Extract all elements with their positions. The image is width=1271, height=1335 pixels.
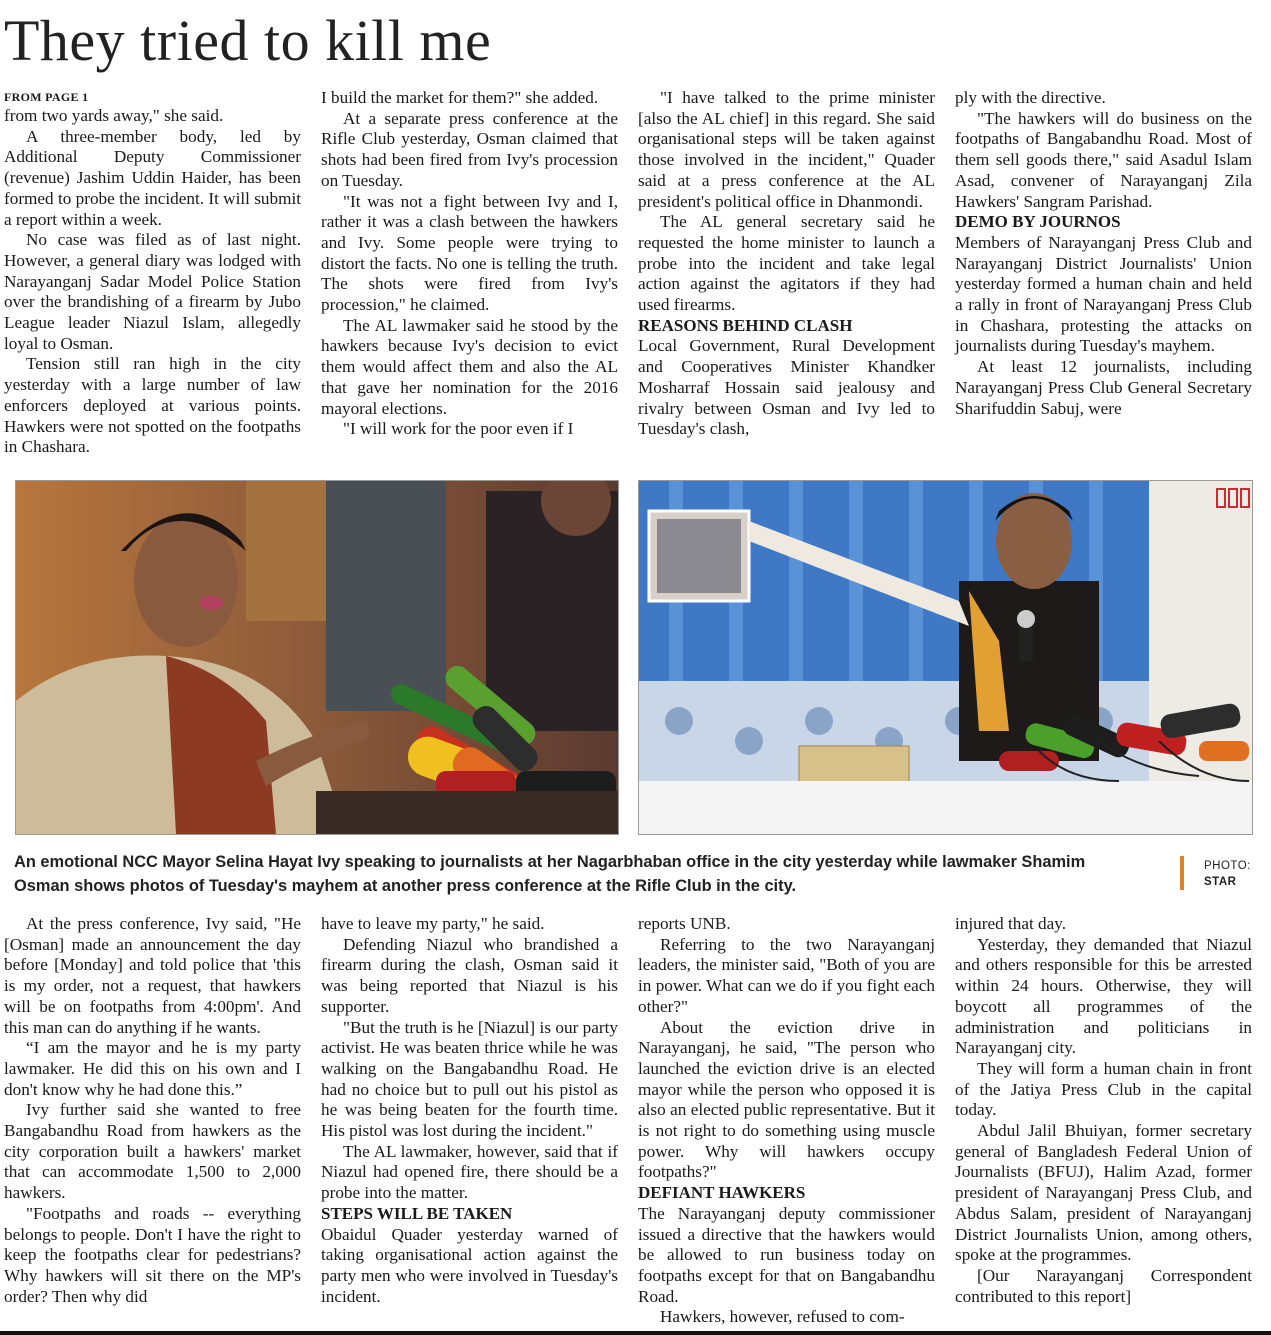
subheading: STEPS WILL BE TAKEN [321,1203,513,1223]
paragraph: Referring to the two Narayanganj leaders, the minister said, "Both of you are in power. What can we do if you fight each other?" [638,934,935,1016]
paragraph: injured that day. [955,914,1067,933]
bottom-column-3 [638,914,935,1328]
photo-ivy-press-conference-icon [16,481,618,834]
top-column-2 [321,88,618,440]
paragraph: No case was filed as of last night. However, a general diary was lodged with Narayanganj Sadar Model Police Station over the brandishing of a firearm by Jubo League leader Niazul Islam, allegedly loyal to Osman. [4,230,301,353]
paragraph: "It was not a fight between Ivy and I, rather it was a clash between the hawkers and Ivy. Some people were trying to distort the facts. No one is telling the truth. The shots were fired from Ivy's procession," he claimed. [321,191,618,315]
subheading: REASONS BEHIND CLASH [638,315,853,335]
paragraph: At least 12 journalists, including Narayanganj Press Club General Secretary Sharifuddin Sabuj, were [955,357,1252,418]
paragraph: The AL lawmaker said he stood by the hawkers because Ivy's decision to evict them would affect them and also the AL that gave her nomination for the 2016 mayoral elections. [321,315,618,418]
paragraph: I build the market for them?" she added. [321,88,599,107]
paragraph: ply with the directive. [955,88,1106,107]
paragraph: "I have talked to the prime minister [also the AL chief] in this regard. She said organisational steps will be taken against those involved in the incident," Quader said at a press conference at the AL president's political office in Dhanmondi. [638,88,935,211]
credit-accent-bar [1180,856,1184,890]
paragraph: reports UNB. [638,914,731,933]
subheading: DEFIANT HAWKERS [638,1183,806,1203]
paragraph: Tension still ran high in the city yesterday with a large number of law enforcers deployed at various points. Hawkers were not spotted on the footpaths in Chashara. [4,354,301,457]
paragraph: from two yards away," she said. [4,106,224,125]
paragraph: have to leave my party," he said. [321,914,545,933]
paragraph: "Footpaths and roads -- everything belongs to people. Don't I have the right to keep the footpaths clear for pedestrians? Why hawkers will sit there on the MP's order? Then why did [4,1203,301,1306]
paragraph: Obaidul Quader yesterday warned of taking organisational action against the party men who were involved in Tuesday's incident. [321,1224,618,1306]
top-column-3 [638,88,935,440]
subheading: DEMO BY JOURNOS [955,212,1121,232]
paragraph: Local Government, Rural Development and Cooperatives Minister Khandker Mosharraf Hossain said jealousy and rivalry between Osman and Ivy led to Tuesday's clash, [638,336,935,439]
paragraph: At the press conference, Ivy said, "He [Osman] made an announcement the day before [Monday] and told police that 'this is my order, not a request, that hawkers will be on footpaths from 4:00pm'. And this man can do anything if he wants. [4,914,301,1037]
photo-left [15,480,619,835]
top-column-1 [4,88,301,458]
paragraph: At a separate press conference at the Rifle Club yesterday, Osman claimed that shots had been fired from Ivy's procession on Tuesday. [321,108,618,190]
headline: They tried to kill me [4,8,492,73]
paragraph: "I will work for the poor even if I [343,419,574,439]
photo-osman-press-conference-icon [639,481,1252,834]
bottom-column-1 [4,914,301,1307]
bottom-rule [0,1331,1271,1335]
bottom-column-2 [321,914,618,1307]
photo-credit [1204,858,1251,890]
paragraph: Defending Niazul who brandished a firearm during the clash, Osman said it was being reported that Niazul is his supporter. [321,934,618,1016]
paragraph: "The hawkers will do business on the footpaths of Bangabandhu Road. Most of them sell goods there," said Asadul Islam Asad, convener of Narayanganj Zila Hawkers' Sangram Parishad. [955,108,1252,211]
paragraph: Yesterday, they demanded that Niazul and others responsible for this be arrested within 24 hours. Otherwise, they will boycott all programmes of the administration and politicians in Narayanganj city. [955,934,1252,1058]
photo-credit-label: PHOTO: [1204,860,1251,872]
paragraph: The AL general secretary said he requested the home minister to launch a probe into the incident and take legal action against the agitators if they had used firearms. [638,212,935,315]
photo-caption: An emotional NCC Mayor Selina Hayat Ivy speaking to journalists at her Nagarbhaban office in the city yesterday while lawmaker Shamim Osman shows photos of Tuesday's mayhem at another press conference at the Rifle Club in the city. [14,853,1086,895]
paragraph: The Narayanganj deputy commissioner issued a directive that the hawkers would be allowed to run business today on footpaths except for that on Bangabandhu Road. [638,1203,935,1306]
paragraph: Hawkers, however, refused to com- [660,1307,905,1327]
paragraph: Ivy further said she wanted to free Bangabandhu Road from hawkers as the city corporation built a hawkers' market that can accommodate 1,500 to 2,000 hawkers. [4,1100,301,1203]
paragraph: The AL lawmaker, however, said that if Niazul had opened fire, there should be a probe into the matter. [321,1141,618,1203]
paragraph: They will form a human chain in front of the Jatiya Press Club in the capital today. [955,1058,1252,1120]
paragraph: "But the truth is he [Niazul] is our party activist. He was beaten thrice while he was walking on the Bangabandhu Road. He had no choice but to pull out his pistol as he was being beaten for the fourth time. His pistol was lost during the incident." [321,1017,618,1141]
paragraph: About the eviction drive in Narayanganj, he said, "The person who launched the eviction drive is an elected mayor while the person who opposed it is also an elected public representative. But it is not right to do something using muscle power. Why will hawkers occupy footpaths?" [638,1017,935,1182]
paragraph: “I am the mayor and he is my party lawmaker. He did this on his own and I don't know why he had done this.” [4,1038,301,1099]
paragraph: Members of Narayanganj Press Club and Narayanganj District Journalists' Union yesterday formed a human chain and held a rally in front of Narayanganj Press Club in Chashara, protesting the attacks on journalists during Tuesday's mayhem. [955,232,1252,356]
bottom-column-4 [955,914,1252,1307]
paragraph: A three-member body, led by Additional Deputy Commissioner (revenue) Jashim Uddin Haider, has been formed to probe the incident. It will submit a report within a week. [4,126,301,229]
photo-credit-source: STAR [1204,876,1237,888]
photo-right [638,480,1253,835]
paragraph: Abdul Jalil Bhuiyan, former secretary general of Bangladesh Federal Union of Journalists (BFUJ), Halim Azad, former president of Narayanganj Press Club, and Abdus Salam, president of Narayanganj District Journalists Union, among others, spoke at the programmes. [955,1121,1252,1265]
kicker: FROM PAGE 1 [4,90,89,104]
paragraph: [Our Narayanganj Correspondent contributed to this report] [955,1265,1252,1306]
top-column-4 [955,88,1252,419]
